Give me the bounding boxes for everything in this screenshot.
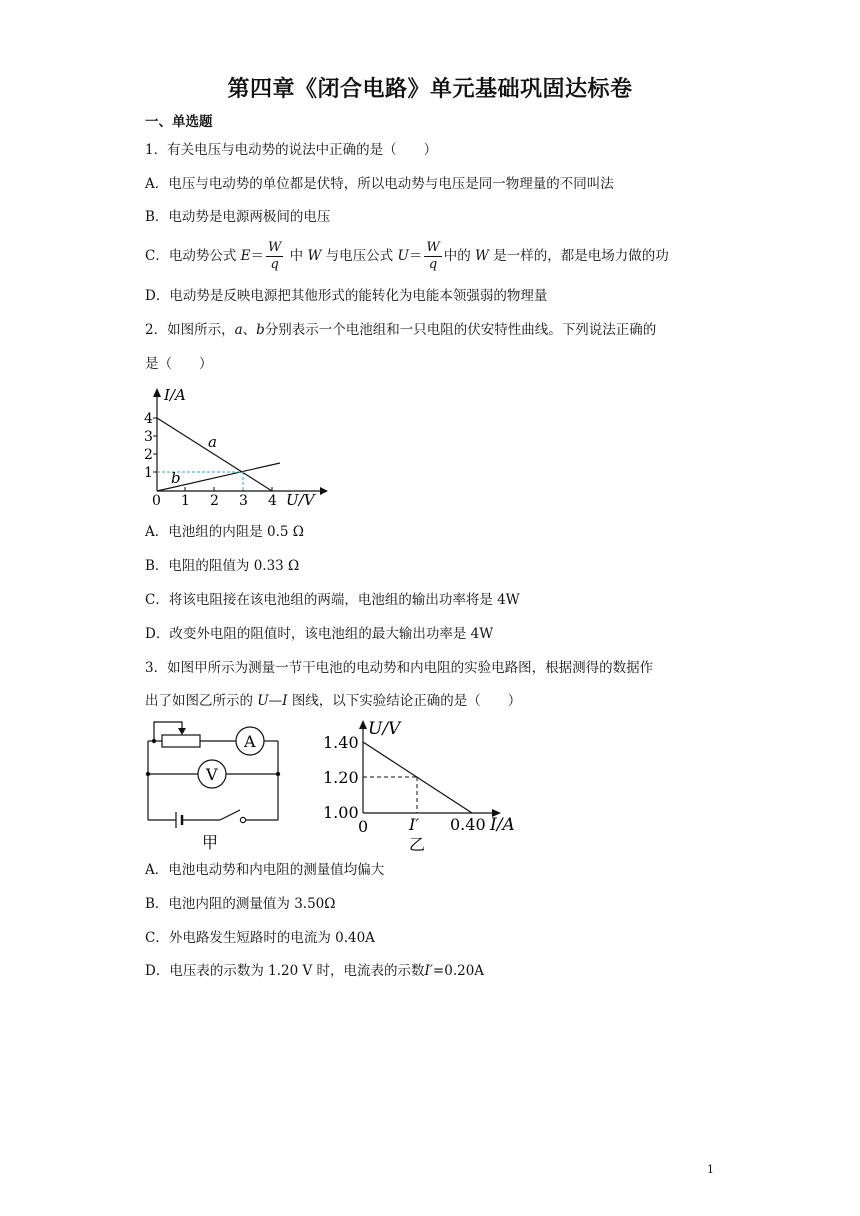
q3-ui-graph — [320, 714, 530, 854]
q2-option-d: D．改变外电阻的阻值时，该电池组的最大输出功率是 4W — [145, 626, 494, 642]
q2-iv-graph — [140, 385, 340, 510]
q1-option-d: D．电动势是反映电源把其他形式的能转化为电能本领强弱的物理量 — [145, 288, 548, 304]
ammeter-label: A — [244, 732, 256, 751]
q1-c-frac2-num: W — [426, 240, 440, 255]
q1-c-eq2: ＝ — [408, 248, 423, 264]
q2-option-b: B．电阻的阻值为 0.33 Ω — [145, 558, 300, 574]
q3-xtick-label-I: I′ — [409, 815, 419, 834]
q2-xtick-label-3: 3 — [239, 493, 248, 509]
q1-stem: 1．有关电压与电动势的说法中正确的是（ ） — [145, 142, 438, 158]
q3-option-a: A．电池电动势和内电阻的测量值均偏大 — [145, 862, 385, 878]
q1-c-prefix: C．电动势公式 — [145, 248, 237, 264]
q3-option-d — [145, 961, 484, 981]
q2-stem-line1 — [145, 320, 656, 340]
switch — [220, 810, 240, 820]
q2-stem-b: b — [256, 322, 265, 338]
q2-stem-a: a — [234, 322, 243, 338]
q2-stem-prefix: 2．如图所示， — [145, 322, 235, 338]
q3-stem-ui: U—I — [257, 693, 288, 709]
q1-option-b: B．电动势是电源两极间的电压 — [145, 209, 331, 225]
q1-c-mid1: 中 — [289, 248, 304, 264]
q2-ytick-label-3: 3 — [144, 429, 153, 445]
q2-label-a: a — [208, 433, 217, 451]
q2-stem-line2: 是（ ） — [145, 356, 213, 372]
q3-ytick-label-120: 1.20 — [323, 768, 359, 787]
q3-xlabel: I/A — [490, 815, 515, 835]
q1-c-mid2: 与电压公式 — [325, 248, 394, 264]
q2-y-axis-arrow — [153, 388, 161, 397]
q1-c-U: U — [397, 248, 409, 264]
q1-c-frac1-num: W — [268, 240, 282, 255]
section-heading: 一、单选题 — [145, 114, 213, 130]
q2-xtick-label-4: 4 — [268, 493, 277, 509]
q1-c-frac2-den: q — [428, 257, 438, 272]
q2-ytick-label-1: 1 — [144, 465, 153, 481]
q3-option-c: C．外电路发生短路时的电流为 0.40A — [145, 930, 375, 946]
q3-stem-prefix: 出了如图乙所示的 — [145, 693, 253, 709]
q1-c-W2: W — [475, 248, 489, 264]
circuit-caption: 甲 — [202, 833, 219, 852]
q2-option-a: A．电池组的内阻是 0.5 Ω — [145, 524, 304, 540]
q3-d-prefix: D．电压表的示数为 1.20 V 时，电流表的示数 — [145, 963, 425, 979]
q3-xtick-label-0: 0 — [358, 817, 369, 836]
q3-circuit-diagram — [140, 714, 290, 854]
q3-ytick-label-100: 1.00 — [323, 803, 359, 822]
q1-option-a: A．电压与电动势的单位都是伏特，所以电动势与电压是同一物理量的不同叫法 — [145, 176, 614, 192]
q3-d-I: I′ — [424, 963, 433, 979]
q2-ylabel: I/A — [164, 386, 186, 404]
page-number: 1 — [707, 1163, 714, 1176]
q3-ytick-label-140: 1.40 — [323, 733, 359, 752]
q2-xlabel: U/V — [286, 491, 315, 509]
q1-c-frac1-den: q — [270, 257, 279, 272]
q3-graph-caption: 乙 — [409, 835, 426, 854]
voltmeter-label: V — [206, 765, 218, 784]
q2-xtick-label-2: 2 — [210, 493, 219, 509]
q2-option-c: C．将该电阻接在该电池组的两端，电池组的输出功率将是 4W — [145, 592, 520, 608]
q1-c-fraction-1 — [266, 240, 283, 273]
q3-stem-line2 — [145, 691, 521, 711]
q2-xtick-label-0: 0 — [152, 493, 161, 509]
q1-c-fraction-2 — [424, 240, 441, 273]
q2-x-axis-arrow — [320, 487, 328, 495]
q2-ytick-label-4: 4 — [144, 411, 153, 427]
rheostat-slider-arrow — [178, 728, 186, 735]
q3-y-axis-arrow — [359, 720, 367, 729]
q3-option-b: B．电池内阻的测量值为 3.50Ω — [145, 896, 336, 912]
q1-c-post: 是一样的，都是电场力做的功 — [493, 248, 669, 264]
q3-xtick-label-040: 0.40 — [450, 815, 486, 834]
document-title: 第四章《闭合电路》单元基础巩固达标卷 — [227, 76, 633, 102]
q1-c-eq1: ＝ — [250, 248, 264, 264]
q3-ylabel: U/V — [368, 719, 401, 739]
q1-option-c — [145, 236, 669, 276]
q3-stem-post: 图线，以下实验结论正确的是（ ） — [291, 693, 522, 709]
q1-c-E: E — [240, 248, 251, 264]
q2-label-b: b — [171, 469, 181, 487]
q3-stem-line1: 3．如图甲所示为测量一节干电池的电动势和内电阻的实验电路图，根据测得的数据作 — [145, 660, 654, 676]
q1-c-W1: W — [307, 248, 322, 264]
q2-xtick-label-1: 1 — [181, 493, 190, 509]
rheostat-slider — [154, 722, 182, 741]
q3-d-post: =0.20A — [432, 963, 485, 979]
q2-stem-post: 分别表示一个电池组和一只电阻的伏安特性曲线。下列说法正确的 — [264, 322, 657, 338]
q2-ytick-label-2: 2 — [144, 447, 153, 463]
q2-stem-sep: 、 — [242, 322, 257, 338]
rheostat — [162, 735, 200, 747]
q1-c-mid3: 中的 — [443, 248, 471, 264]
